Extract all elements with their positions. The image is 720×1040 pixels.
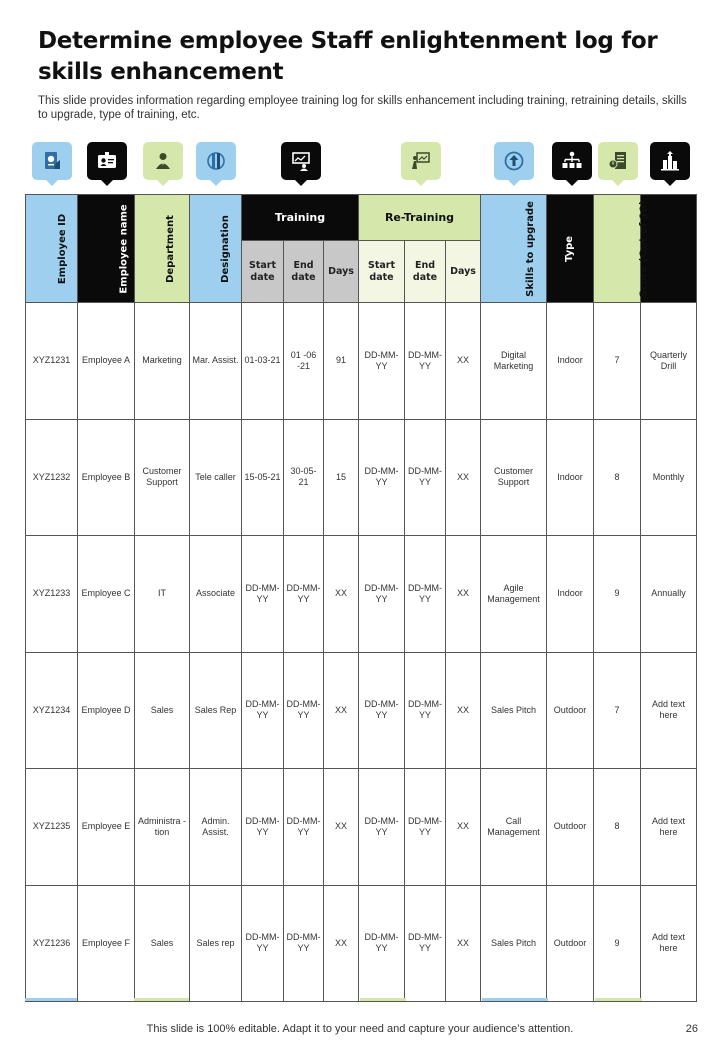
cell-retraining-end: DD-MM-YY [405, 303, 446, 420]
footer-note: This slide is 100% editable. Adapt it to your need and capture your audience’s attention. [146, 1023, 574, 1035]
cell-training-days: XX [324, 769, 359, 886]
cell-retraining-end: DD-MM-YY [405, 769, 446, 886]
cell-department: IT [135, 536, 190, 653]
cell-retraining-end: DD-MM-YY [405, 885, 446, 1002]
ruler-pencil-icon [196, 142, 236, 180]
cell-training-start: DD-MM-YY [242, 536, 284, 653]
cell-designation: Mar. Assist. [190, 303, 242, 420]
upgrade-arrow-icon [494, 142, 534, 180]
cell-refresh: Add text here [641, 885, 697, 1002]
person-icon [143, 142, 183, 180]
header-employee-id: Employee ID [26, 195, 78, 303]
cell-type: Outdoor [547, 652, 594, 769]
cell-score: 8 [594, 419, 641, 536]
header-designation: Designation [190, 195, 242, 303]
cell-designation: Sales Rep [190, 652, 242, 769]
cell-score: 9 [594, 885, 641, 1002]
cell-training-start: 15-05-21 [242, 419, 284, 536]
page-title: Determine employee Staff enlightenment log for skills enhancement [38, 28, 658, 85]
header-training-days: Days [324, 241, 359, 303]
cell-type: Outdoor [547, 885, 594, 1002]
whiteboard-icon [401, 142, 441, 180]
cell-training-days: XX [324, 652, 359, 769]
cell-designation: Associate [190, 536, 242, 653]
cell-retraining-start: DD-MM-YY [359, 419, 405, 536]
bottom-accent-blue [482, 998, 548, 1001]
cell-training-days: 91 [324, 303, 359, 420]
header-training: Training [242, 195, 359, 241]
cell-training-days: XX [324, 536, 359, 653]
cell-type: Indoor [547, 536, 594, 653]
cell-employee-id: XYZ1234 [26, 652, 78, 769]
cell-training-days: 15 [324, 419, 359, 536]
bottom-accent-green [134, 998, 189, 1001]
cell-retraining-days: XX [446, 536, 481, 653]
cell-refresh: Quarterly Drill [641, 303, 697, 420]
page-subtitle: This slide provides information regarding employee training log for skills enhancement including training, retraining details, skills to upgrade, type of training, etc. [38, 95, 687, 121]
bottom-accent-green [595, 998, 642, 1001]
cell-employee-id: XYZ1233 [26, 536, 78, 653]
refresh-city-icon [650, 142, 690, 180]
cell-retraining-days: XX [446, 652, 481, 769]
table-row [26, 536, 697, 653]
cell-type: Indoor [547, 419, 594, 536]
cell-training-start: 01-03-21 [242, 303, 284, 420]
cell-training-start: DD-MM-YY [242, 652, 284, 769]
cell-retraining-end: DD-MM-YY [405, 652, 446, 769]
page-number: 26 [685, 1023, 698, 1035]
header-refresh: Training refresh/ renew [641, 195, 697, 303]
cell-type: Indoor [547, 303, 594, 420]
cell-department: Sales [135, 885, 190, 1002]
cell-department: Administra - tion [135, 769, 190, 886]
header-retraining-days: Days [446, 241, 481, 303]
cell-employee-name: Employee E [78, 769, 135, 886]
cell-employee-id: XYZ1231 [26, 303, 78, 420]
cell-designation: Sales rep [190, 885, 242, 1002]
cell-training-start: DD-MM-YY [242, 769, 284, 886]
document-money-icon [32, 142, 72, 180]
table-row [26, 652, 697, 769]
cell-skills: Call Management [481, 769, 547, 886]
cell-retraining-start: DD-MM-YY [359, 303, 405, 420]
cell-refresh: Add text here [641, 769, 697, 886]
cell-score: 7 [594, 652, 641, 769]
cell-employee-id: XYZ1236 [26, 885, 78, 1002]
header-score: Score (Out of 10) [594, 195, 641, 303]
cell-training-end: DD-MM-YY [284, 536, 324, 653]
table-row [26, 885, 697, 1002]
cell-employee-name: Employee A [78, 303, 135, 420]
cell-retraining-start: DD-MM-YY [359, 652, 405, 769]
cell-employee-name: Employee B [78, 419, 135, 536]
cell-employee-name: Employee D [78, 652, 135, 769]
table-row [26, 303, 697, 420]
cell-training-end: DD-MM-YY [284, 769, 324, 886]
cell-skills: Digital Marketing [481, 303, 547, 420]
header-retraining-start: Start date [359, 241, 405, 303]
cell-department: Sales [135, 652, 190, 769]
header-retraining-end: End date [405, 241, 446, 303]
cell-score: 8 [594, 769, 641, 886]
cell-training-start: DD-MM-YY [242, 885, 284, 1002]
cell-skills: Sales Pitch [481, 652, 547, 769]
cell-score: 9 [594, 536, 641, 653]
cell-employee-id: XYZ1232 [26, 419, 78, 536]
table-row [26, 769, 697, 886]
cell-retraining-days: XX [446, 419, 481, 536]
cell-skills: Sales Pitch [481, 885, 547, 1002]
training-log-table [25, 182, 715, 1002]
cell-training-end: DD-MM-YY [284, 885, 324, 1002]
table-row [26, 419, 697, 536]
cell-employee-name: Employee C [78, 536, 135, 653]
header-department: Department [135, 195, 190, 303]
cell-refresh: Monthly [641, 419, 697, 536]
header-training-start: Start date [242, 241, 284, 303]
cell-retraining-end: DD-MM-YY [405, 536, 446, 653]
cell-retraining-days: XX [446, 885, 481, 1002]
header-type: Type [547, 195, 594, 303]
cell-training-end: DD-MM-YY [284, 652, 324, 769]
cell-employee-id: XYZ1235 [26, 769, 78, 886]
cell-department: Customer Support [135, 419, 190, 536]
header-retraining: Re-Training [359, 195, 481, 241]
cell-retraining-end: DD-MM-YY [405, 419, 446, 536]
cell-refresh: Add text here [641, 652, 697, 769]
cell-training-end: 30-05-21 [284, 419, 324, 536]
cell-score: 7 [594, 303, 641, 420]
bottom-accent-blue [25, 998, 77, 1001]
header-skills: Skills to upgrade [481, 195, 547, 303]
presentation-icon [281, 142, 321, 180]
cell-type: Outdoor [547, 769, 594, 886]
id-card-icon [87, 142, 127, 180]
cell-retraining-start: DD-MM-YY [359, 769, 405, 886]
cell-retraining-start: DD-MM-YY [359, 885, 405, 1002]
icon-row [0, 142, 720, 190]
cell-skills: Agile Management [481, 536, 547, 653]
bottom-accent-green [360, 998, 406, 1001]
cell-training-days: XX [324, 885, 359, 1002]
cell-refresh: Annually [641, 536, 697, 653]
cell-skills: Customer Support [481, 419, 547, 536]
cell-retraining-days: XX [446, 303, 481, 420]
header-training-end: End date [284, 241, 324, 303]
cell-department: Marketing [135, 303, 190, 420]
cell-designation: Admin. Assist. [190, 769, 242, 886]
cell-training-end: 01 -06 -21 [284, 303, 324, 420]
cell-retraining-start: DD-MM-YY [359, 536, 405, 653]
cell-employee-name: Employee F [78, 885, 135, 1002]
cell-designation: Tele caller [190, 419, 242, 536]
hierarchy-icon [552, 142, 592, 180]
cell-retraining-days: XX [446, 769, 481, 886]
score-sheet-icon [598, 142, 638, 180]
header-employee-name: Employee name [78, 195, 135, 303]
